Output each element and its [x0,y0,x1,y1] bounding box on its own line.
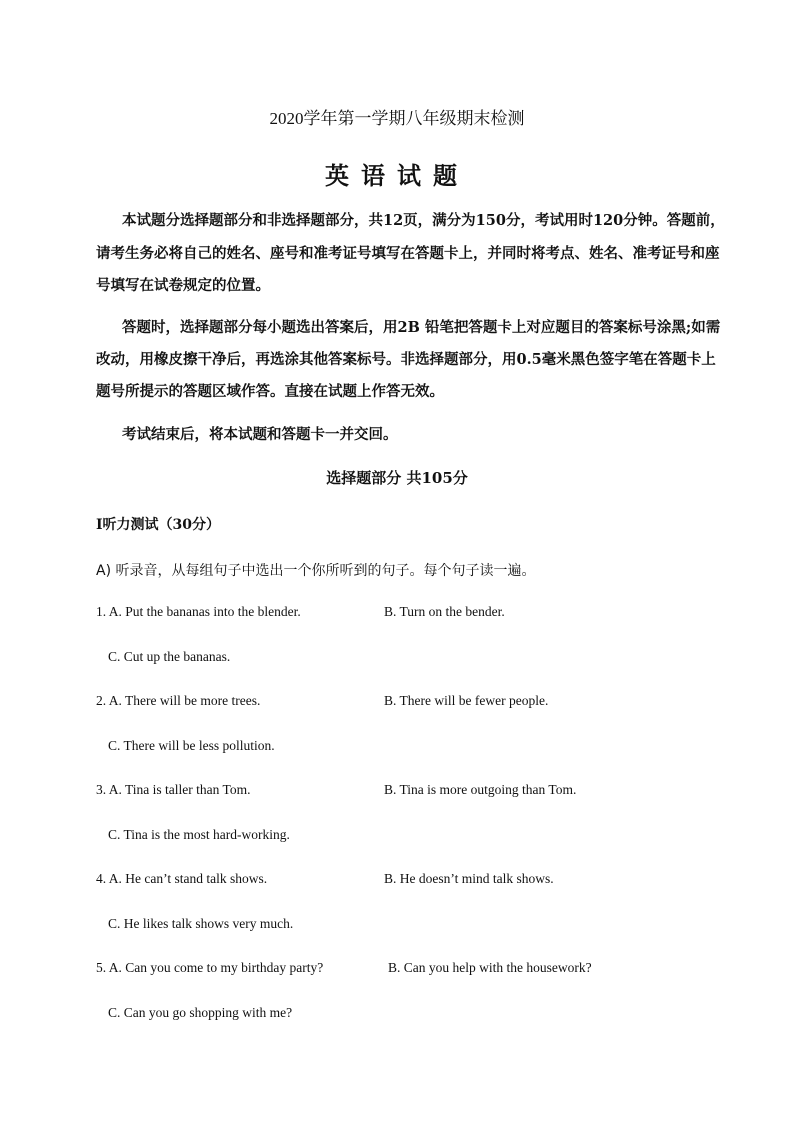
instruction-paragraph-2-line-2: 改动，用橡皮擦干净后，再选涂其他答案标号。非选择题部分，用0.5毫米黑色签字笔在答题卡上 [96,351,716,368]
instruction-paragraph-2-line-1: 答题时，选择题部分每小题选出答案后，用2B 铅笔把答题卡上对应题目的答案标号涂黑;如需 [122,319,721,336]
instruction-paragraph-2-line-3: 题号所提示的答题区域作答。直接在试题上作答无效。 [96,383,444,400]
instruction-paragraph-1-line-2: 请考生务必将自己的姓名、座号和准考证号填写在答题卡上，并同时将考点、姓名、准考证号和座 [96,245,720,262]
section-title: 选择题部分 共105分 [326,469,468,487]
question-4-option-a: 4. A. He can’t stand talk shows. [96,871,268,886]
question-2-option-b: B. There will be fewer people. [384,693,549,708]
part-title: I听力测试（30分） [96,517,221,533]
question-1-option-a: 1. A. Put the bananas into the blender. [96,604,301,619]
question-4-option-c: C. He likes talk shows very much. [108,916,294,931]
instruction-paragraph-1-line-1: 本试题分选择题部分和非选择题部分，共12页，满分为150分，考试用时120分钟。答题前， [122,212,725,229]
question-5-option-c: C. Can you go shopping with me? [108,1005,293,1020]
question-1-option-c: C. Cut up the bananas. [108,649,231,664]
instruction-paragraph-3: 考试结束后，将本试题和答题卡一并交回。 [122,426,398,443]
question-3-option-b: B. Tina is more outgoing than Tom. [384,782,577,797]
question-3-option-c: C. Tina is the most hard-working. [108,827,290,842]
instruction-paragraph-1-line-3: 号填写在试卷规定的位置。 [96,277,270,294]
exam-title: 2020学年第一学期八年级期末检测 [269,109,525,128]
question-5-option-a: 5. A. Can you come to my birthday party? [96,960,324,975]
question-2-option-a: 2. A. There will be more trees. [96,693,261,708]
question-3-option-a: 3. A. Tina is taller than Tom. [96,782,251,797]
question-1-option-b: B. Turn on the bender. [384,604,505,619]
subject-title: 英语试题 [325,161,469,190]
question-5-option-b: B. Can you help with the housework? [388,960,592,975]
question-2-option-c: C. There will be less pollution. [108,738,275,753]
listening-instruction: A) 听录音，从每组句子中选出一个你所听到的句子。每个句子读一遍。 [96,563,536,579]
question-4-option-b: B. He doesn’t mind talk shows. [384,871,554,886]
